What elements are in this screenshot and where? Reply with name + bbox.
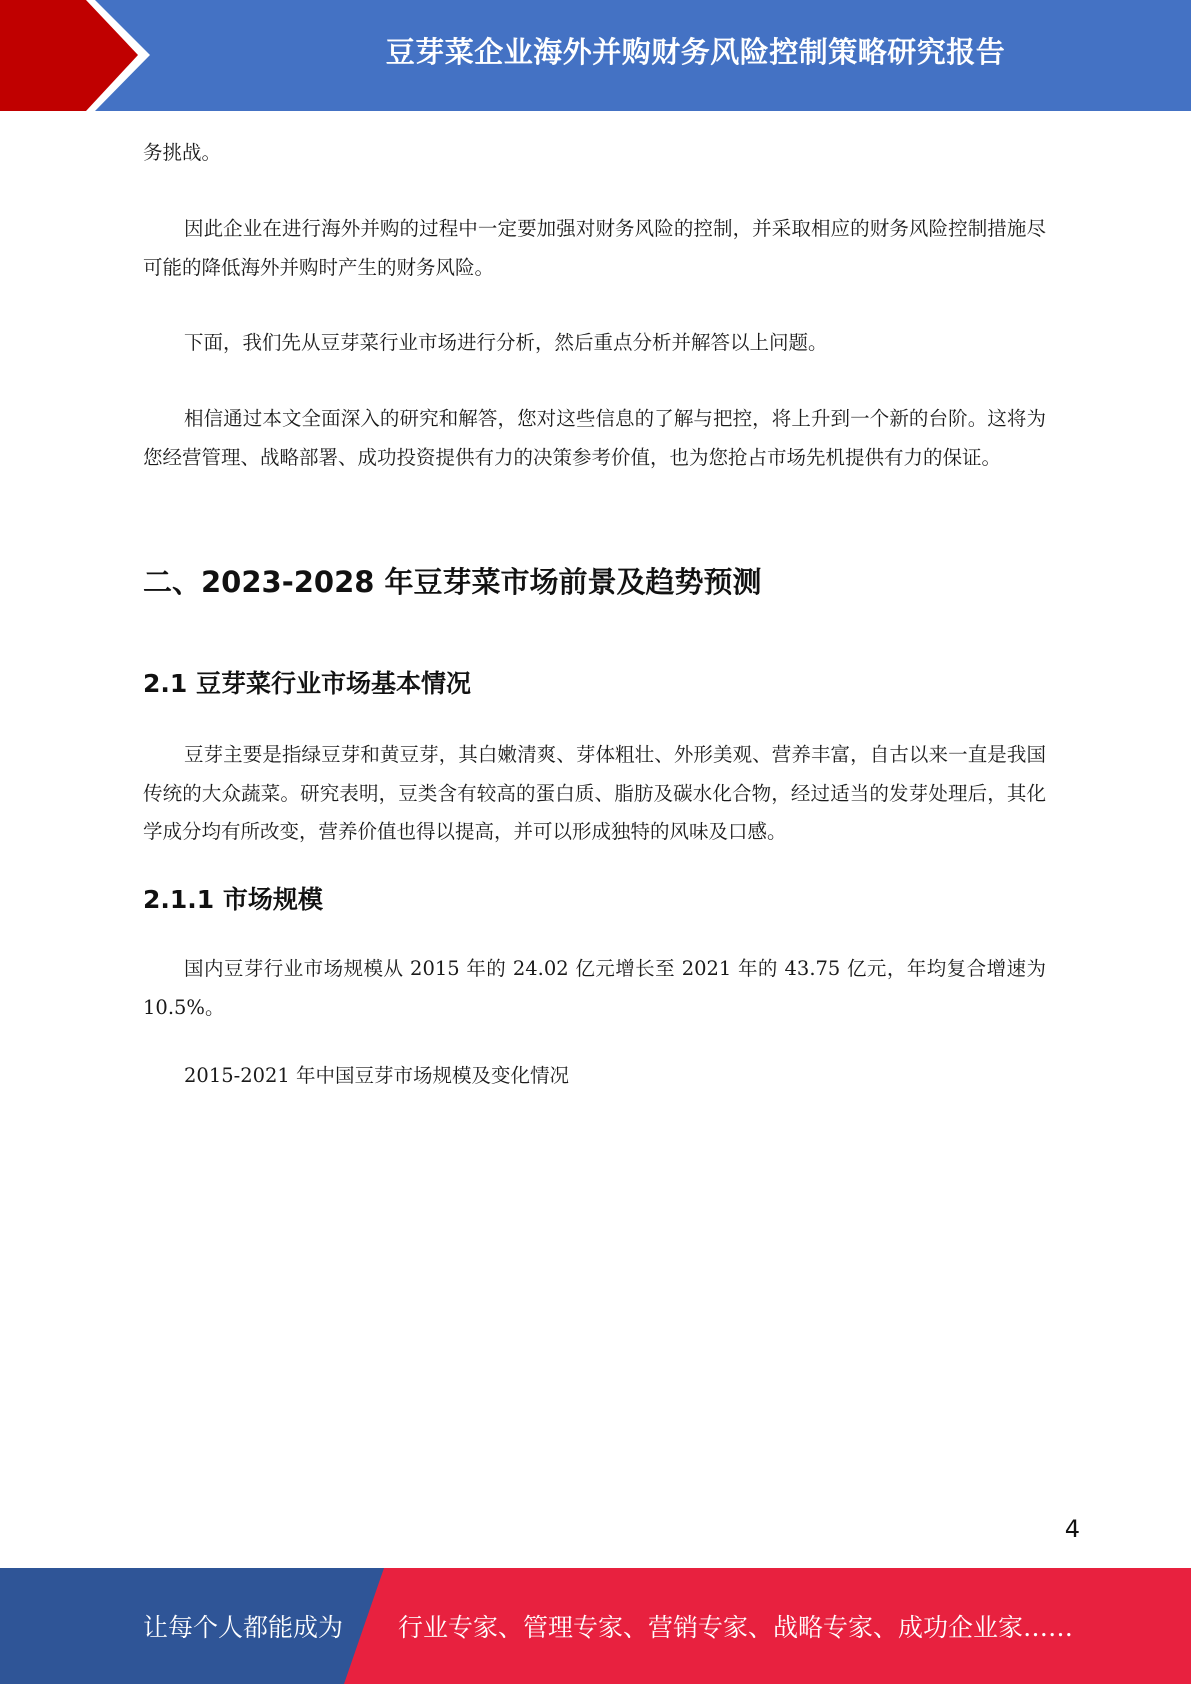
- subsection-heading: 2.1 豆芽菜行业市场基本情况: [143, 669, 471, 698]
- page-number: 4: [1064, 1515, 1080, 1543]
- paragraph-continued: 务挑战。: [143, 141, 222, 164]
- footer-slogan-left: 让每个人都能成为: [143, 1613, 344, 1642]
- paragraph-analysis-intro: 下面，我们先从豆芽菜行业市场进行分析，然后重点分析并解答以上问题。: [184, 331, 828, 354]
- paragraph-risk-control: 因此企业在进行海外并购的过程中一定要加强对财务风险的控制，并采取相应的财务风险控制措施尽可能的降低海外并购时产生的财务风险。: [143, 217, 1046, 279]
- section-heading: 二、2023-2028 年豆芽菜市场前景及趋势预测: [143, 565, 762, 599]
- page-header: [0, 0, 1191, 111]
- page-footer: [0, 1568, 1191, 1684]
- document-title: 豆芽菜企业海外并购财务风险控制策略研究报告: [385, 34, 1006, 69]
- paragraph-value-statement: 相信通过本文全面深入的研究和解答，您对这些信息的了解与把控，将上升到一个新的台阶。这将为您经营管理、战略部署、成功投资提供有力的决策参考价值，也为您抢占市场先机提供有力的保证。: [143, 407, 1046, 469]
- footer-slogan-right: 行业专家、管理专家、营销专家、战略专家、成功企业家……: [398, 1613, 1074, 1642]
- paragraph-market-size: 国内豆芽行业市场规模从 2015 年的 24.02 亿元增长至 2021 年的 43.75 亿元，年均复合增速为 10.5%。: [143, 957, 1046, 1019]
- subsubsection-heading: 2.1.1 市场规模: [143, 885, 323, 914]
- chart-caption: 2015-2021 年中国豆芽市场规模及变化情况: [184, 1064, 570, 1087]
- paragraph-bean-sprouts-overview: 豆芽主要是指绿豆芽和黄豆芽，其白嫩清爽、芽体粗壮、外形美观、营养丰富，自古以来一直是我国传统的大众蔬菜。研究表明，豆类含有较高的蛋白质、脂肪及碳水化合物，经过适当的发芽处理后，其化学成分均有所改变，营养价值也得以提高，并可以形成独特的风味及口感。: [143, 743, 1046, 843]
